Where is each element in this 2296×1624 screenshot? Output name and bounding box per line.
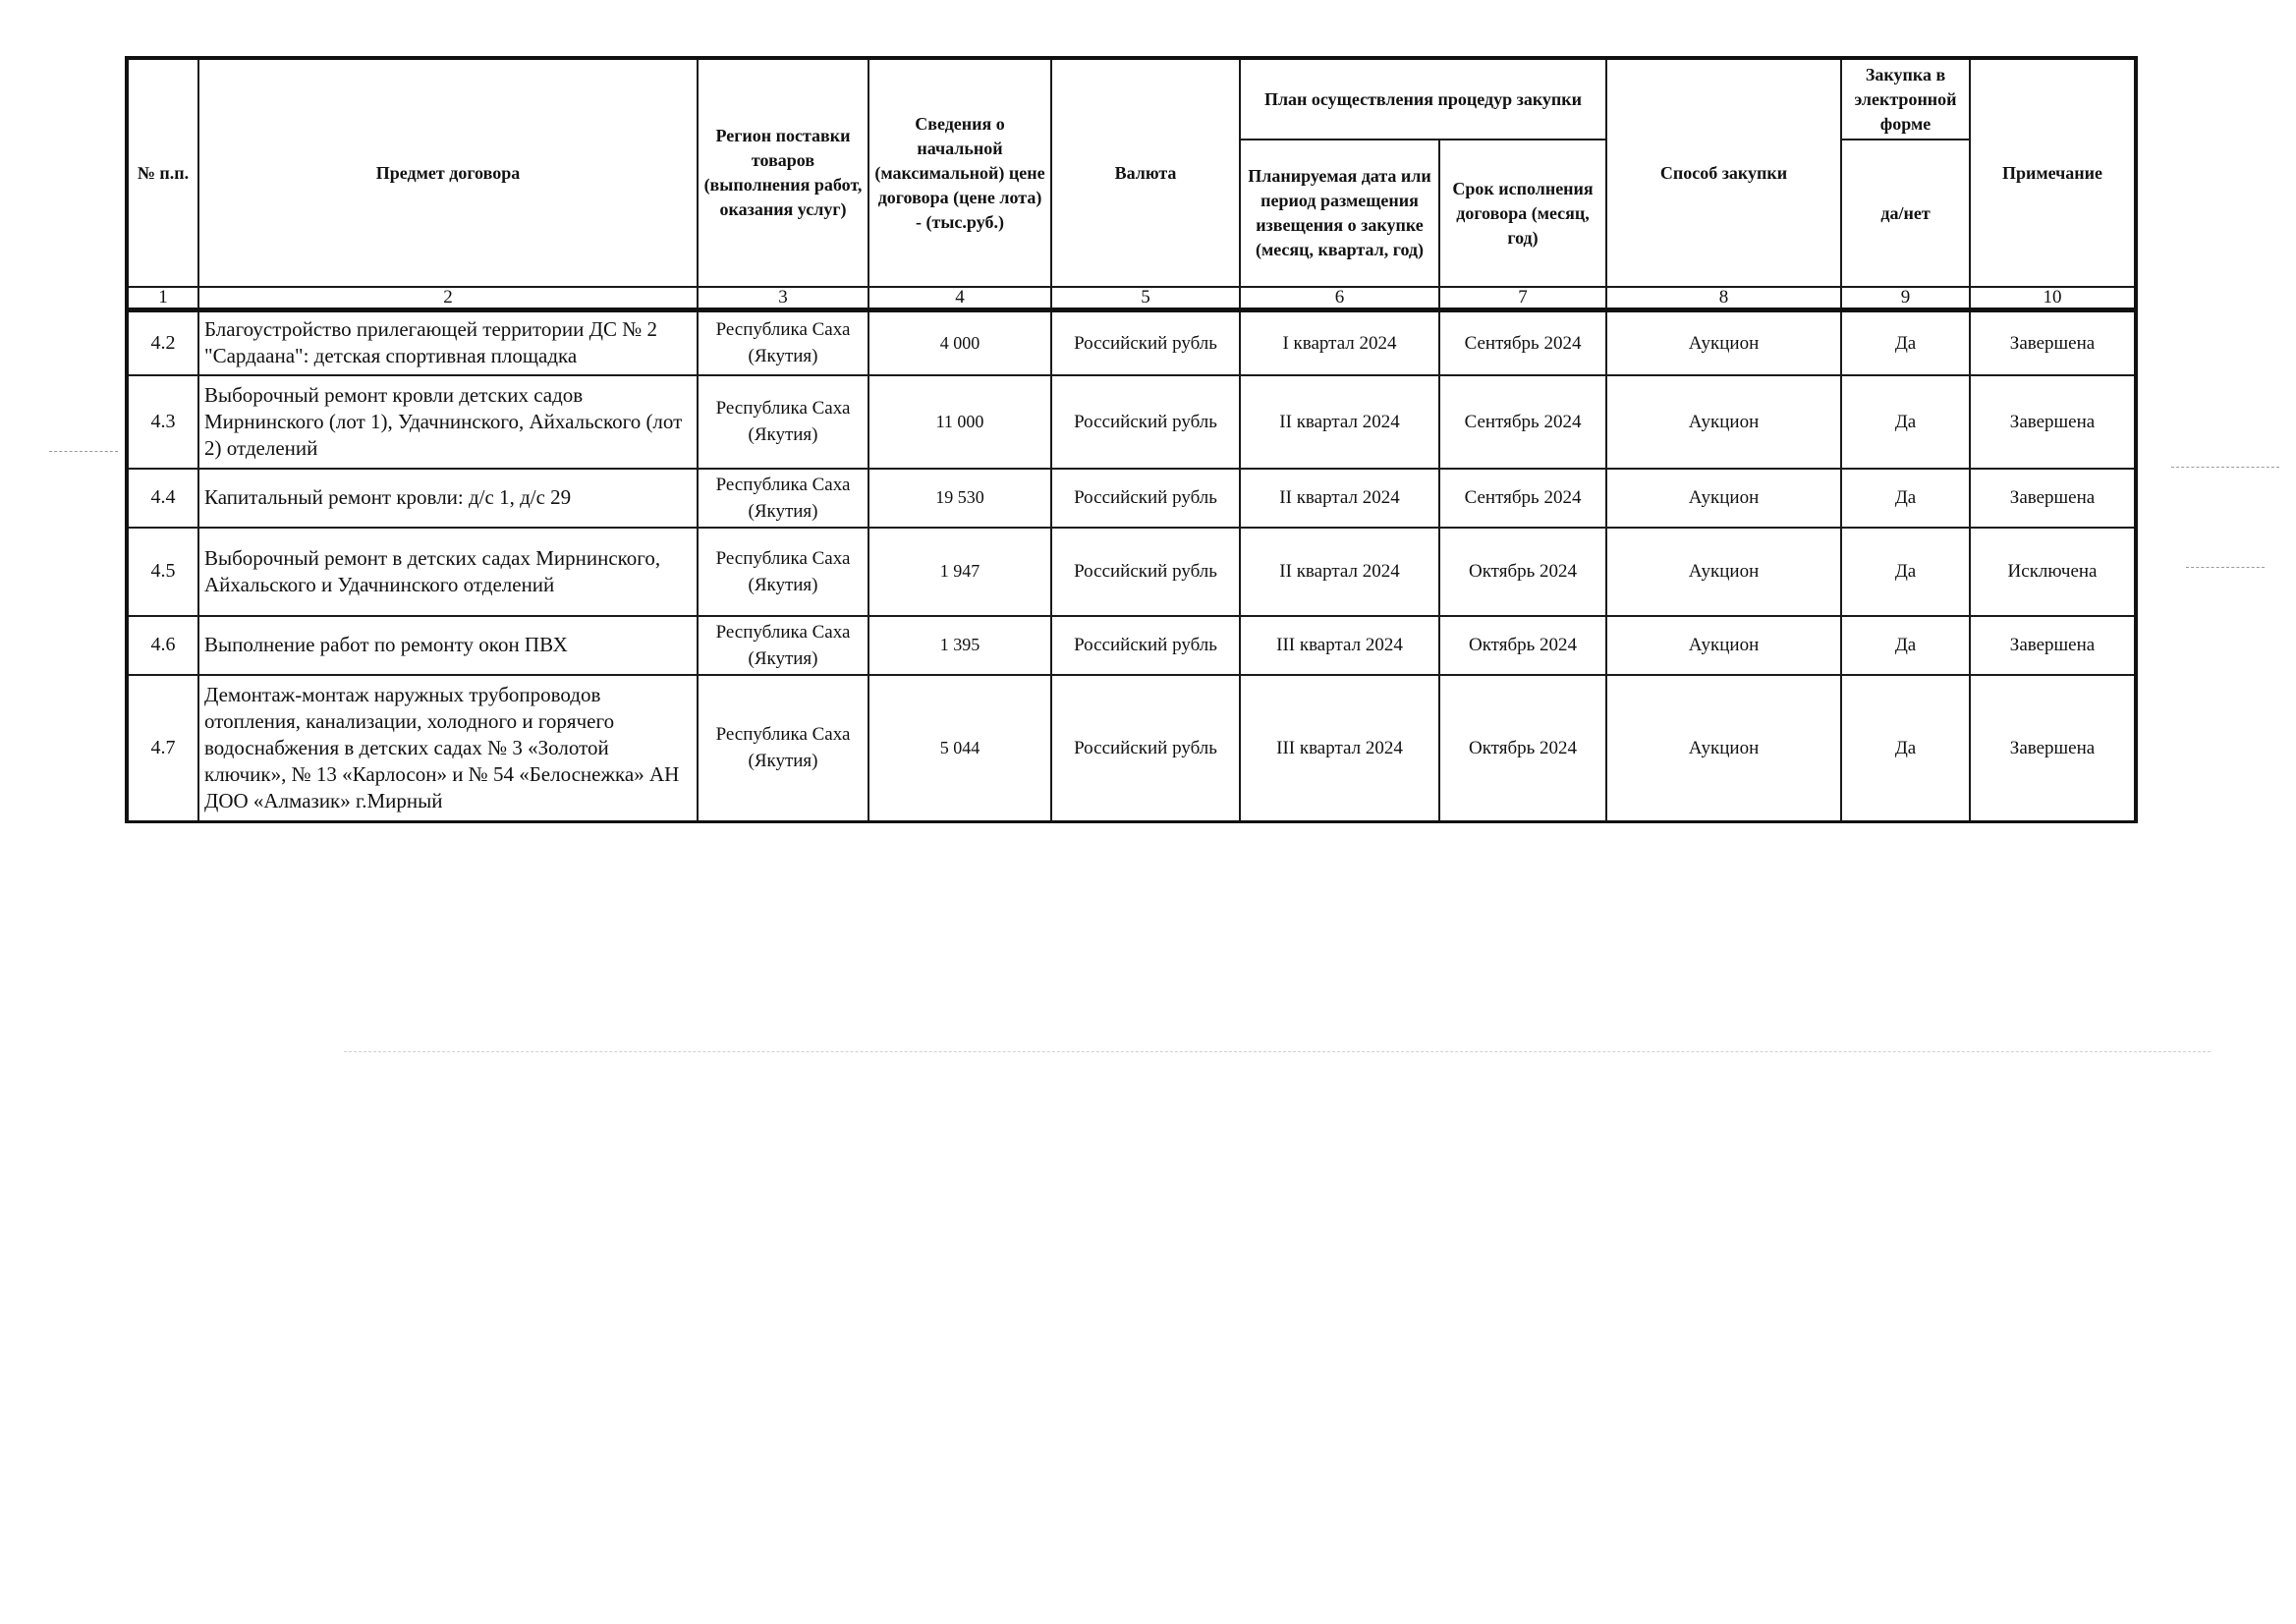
- scan-artifact: [344, 1051, 2211, 1053]
- row-region: Республика Саха (Якутия): [698, 528, 868, 616]
- table-row: [127, 310, 2136, 375]
- row-currency: Российский рубль: [1051, 310, 1240, 375]
- header-electronic-sub: да/нет: [1841, 140, 1970, 287]
- header-num: № п.п.: [127, 58, 198, 287]
- row-plan-date: II квартал 2024: [1240, 469, 1439, 528]
- row-num: 4.5: [127, 528, 198, 616]
- row-electronic: Да: [1841, 528, 1970, 616]
- row-method: Аукцион: [1606, 469, 1841, 528]
- row-price: 1 947: [868, 528, 1051, 616]
- row-region: Республика Саха (Якутия): [698, 469, 868, 528]
- column-number: 3: [698, 287, 868, 310]
- row-subject: Выполнение работ по ремонту окон ПВХ: [198, 616, 698, 675]
- row-method: Аукцион: [1606, 375, 1841, 469]
- table-row: [127, 375, 2136, 469]
- row-price: 11 000: [868, 375, 1051, 469]
- row-plan-date: III квартал 2024: [1240, 616, 1439, 675]
- row-price: 5 044: [868, 675, 1051, 822]
- row-method: Аукцион: [1606, 310, 1841, 375]
- row-note: Завершена: [1970, 469, 2136, 528]
- row-electronic: Да: [1841, 310, 1970, 375]
- table-row: [127, 675, 2136, 822]
- row-method: Аукцион: [1606, 616, 1841, 675]
- header-plan-date: Планируемая дата или период размещения извещения о закупке (месяц, квартал, год): [1240, 140, 1439, 287]
- row-note: Завершена: [1970, 675, 2136, 822]
- row-currency: Российский рубль: [1051, 616, 1240, 675]
- row-subject: Капитальный ремонт кровли: д/с 1, д/с 29: [198, 469, 698, 528]
- row-num: 4.3: [127, 375, 198, 469]
- scan-artifact: [2171, 467, 2279, 469]
- row-subject: Выборочный ремонт в детских садах Мирнинского, Айхальского и Удачнинского отделений: [198, 528, 698, 616]
- header-subject: Предмет договора: [198, 58, 698, 287]
- row-term: Октябрь 2024: [1439, 675, 1606, 822]
- header-method: Способ закупки: [1606, 58, 1841, 287]
- column-number: 5: [1051, 287, 1240, 310]
- row-num: 4.7: [127, 675, 198, 822]
- row-note: Завершена: [1970, 310, 2136, 375]
- row-region: Республика Саха (Якутия): [698, 616, 868, 675]
- row-electronic: Да: [1841, 675, 1970, 822]
- header-region: Регион поставки товаров (выполнения работ, оказания услуг): [698, 58, 868, 287]
- column-number: 1: [127, 287, 198, 310]
- column-number: 2: [198, 287, 698, 310]
- row-price: 19 530: [868, 469, 1051, 528]
- row-note: Завершена: [1970, 616, 2136, 675]
- row-plan-date: III квартал 2024: [1240, 675, 1439, 822]
- row-currency: Российский рубль: [1051, 675, 1240, 822]
- column-number: 7: [1439, 287, 1606, 310]
- scan-artifact: [49, 451, 118, 453]
- row-price: 4 000: [868, 310, 1051, 375]
- row-subject: Благоустройство прилегающей территории ДС № 2 "Сардаана": детская спортивная площадка: [198, 310, 698, 375]
- row-plan-date: II квартал 2024: [1240, 375, 1439, 469]
- row-term: Сентябрь 2024: [1439, 310, 1606, 375]
- column-number: 9: [1841, 287, 1970, 310]
- header-electronic: Закупка в электронной форме: [1841, 58, 1970, 140]
- row-method: Аукцион: [1606, 528, 1841, 616]
- row-note: Завершена: [1970, 375, 2136, 469]
- scan-artifact: [2186, 567, 2265, 569]
- row-region: Республика Саха (Якутия): [698, 310, 868, 375]
- row-price: 1 395: [868, 616, 1051, 675]
- row-electronic: Да: [1841, 469, 1970, 528]
- header-plan: План осуществления процедур закупки: [1240, 58, 1606, 140]
- header-note: Примечание: [1970, 58, 2136, 287]
- column-number: 4: [868, 287, 1051, 310]
- row-plan-date: I квартал 2024: [1240, 310, 1439, 375]
- column-number: 6: [1240, 287, 1439, 310]
- row-currency: Российский рубль: [1051, 375, 1240, 469]
- column-number: 10: [1970, 287, 2136, 310]
- row-num: 4.2: [127, 310, 198, 375]
- row-electronic: Да: [1841, 616, 1970, 675]
- table-row: [127, 616, 2136, 675]
- row-term: Октябрь 2024: [1439, 528, 1606, 616]
- header-price: Сведения о начальной (максимальной) цене договора (цене лота) - (тыс.руб.): [868, 58, 1051, 287]
- row-subject: Демонтаж-монтаж наружных трубопроводов отопления, канализации, холодного и горячего водоснабжения в детских садах № 3 «Золотой ключик», № 13 «Карлосон» и № 54 «Белоснежка» АН ДОО «Алмазик» г.Мирный: [198, 675, 698, 822]
- row-num: 4.6: [127, 616, 198, 675]
- procurement-plan-sheet: [125, 56, 2134, 823]
- table-row: [127, 469, 2136, 528]
- row-currency: Российский рубль: [1051, 528, 1240, 616]
- row-subject: Выборочный ремонт кровли детских садов Мирнинского (лот 1), Удачнинского, Айхальского (лот 2) отделений: [198, 375, 698, 469]
- row-region: Республика Саха (Якутия): [698, 375, 868, 469]
- column-number: 8: [1606, 287, 1841, 310]
- header-currency: Валюта: [1051, 58, 1240, 287]
- header-term: Срок исполнения договора (месяц, год): [1439, 140, 1606, 287]
- row-term: Сентябрь 2024: [1439, 375, 1606, 469]
- row-num: 4.4: [127, 469, 198, 528]
- row-note: Исключена: [1970, 528, 2136, 616]
- row-plan-date: II квартал 2024: [1240, 528, 1439, 616]
- row-method: Аукцион: [1606, 675, 1841, 822]
- procurement-plan-table: [125, 56, 2138, 823]
- row-currency: Российский рубль: [1051, 469, 1240, 528]
- row-term: Сентябрь 2024: [1439, 469, 1606, 528]
- row-electronic: Да: [1841, 375, 1970, 469]
- table-row: [127, 528, 2136, 616]
- row-term: Октябрь 2024: [1439, 616, 1606, 675]
- row-region: Республика Саха (Якутия): [698, 675, 868, 822]
